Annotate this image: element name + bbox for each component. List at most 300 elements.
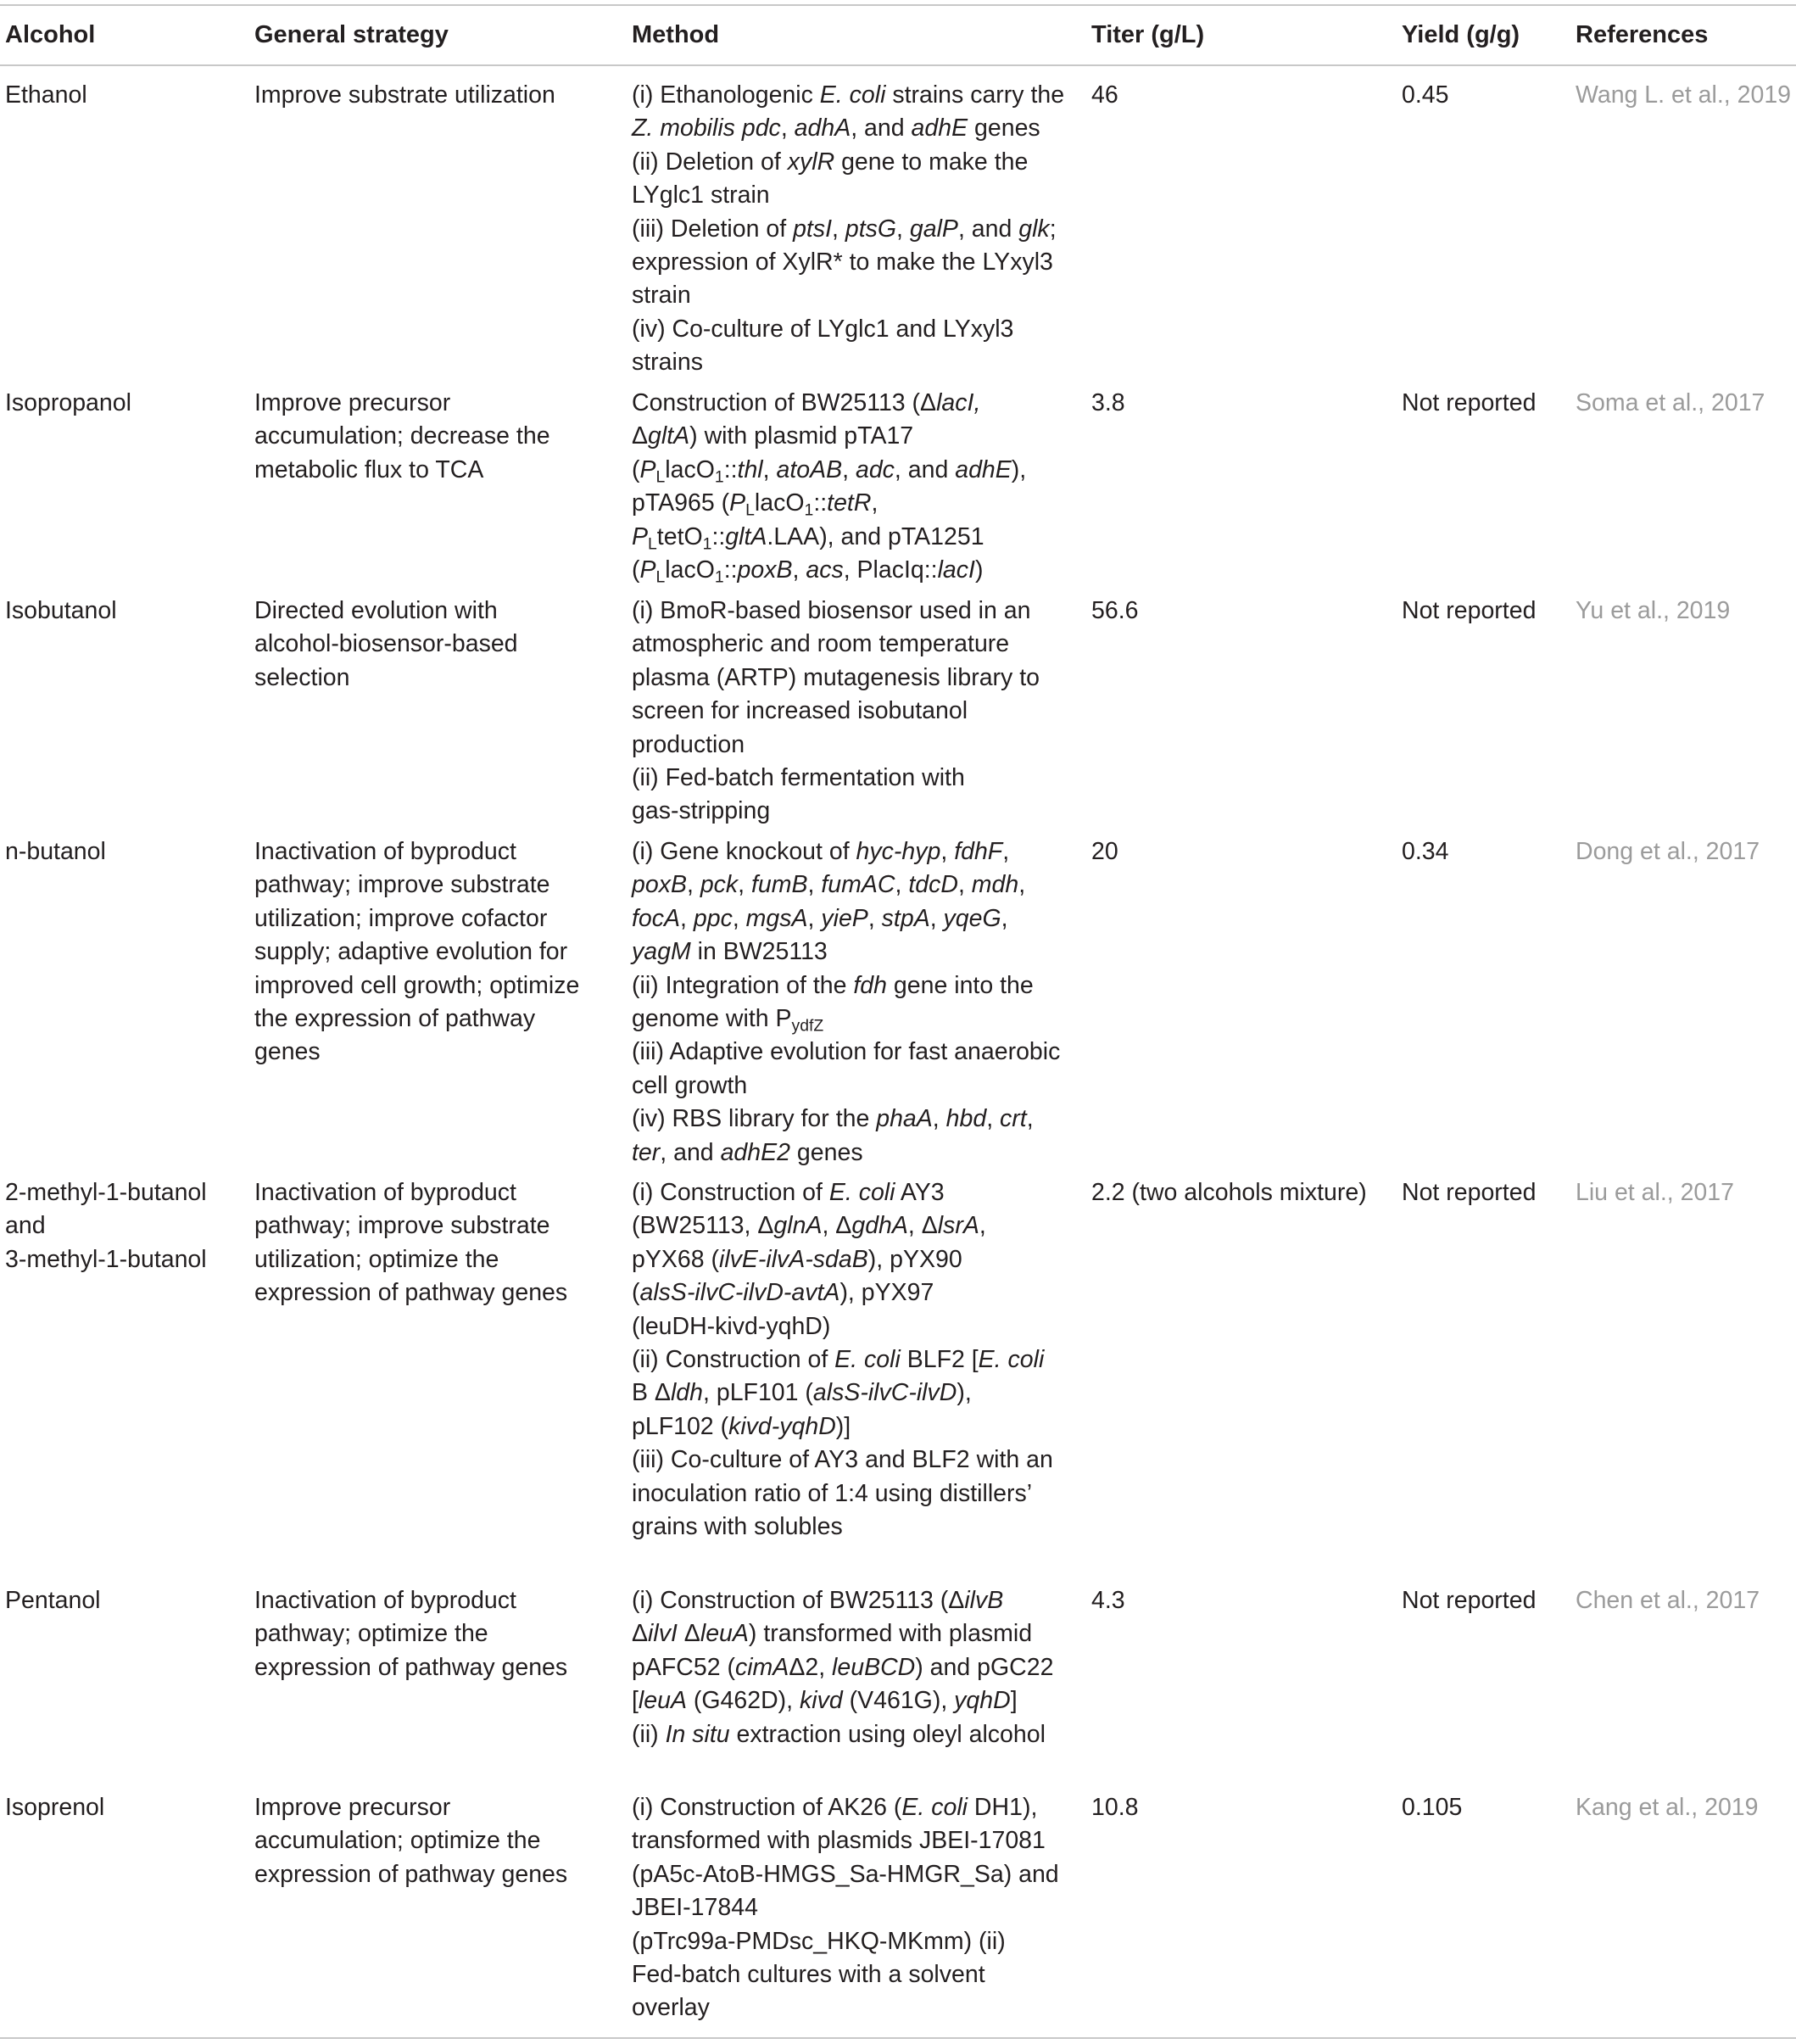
method-text: ), xyxy=(1011,455,1027,483)
method-text: , xyxy=(832,215,845,243)
bottom-rule xyxy=(0,2037,1796,2039)
italic-term: In situ xyxy=(665,1720,730,1748)
italic-term: alsS-ilvC-ilvD xyxy=(812,1379,957,1407)
method-cell xyxy=(632,1584,1053,1751)
method-line xyxy=(632,1824,1059,1857)
strategy-line: Inactivation of byproduct xyxy=(254,1179,516,1206)
italic-term: Z. mobilis pdc xyxy=(632,114,781,142)
method-text: , xyxy=(871,489,878,517)
method-text: B Δ xyxy=(632,1379,671,1407)
method-text: )] xyxy=(835,1412,851,1440)
alcohol-cell xyxy=(5,79,87,112)
method-line xyxy=(632,1718,1053,1751)
strategy-line: Inactivation of byproduct xyxy=(254,1587,516,1614)
method-text: strain xyxy=(632,282,691,310)
italic-term: tetR xyxy=(827,489,872,517)
method-line xyxy=(632,1958,1059,1991)
method-text: , xyxy=(686,871,700,899)
alcohol-cell xyxy=(5,595,117,628)
reference-cell: Liu et al., 2017 xyxy=(1576,1179,1734,1206)
reference-cell: Dong et al., 2017 xyxy=(1576,838,1760,865)
reference-cell: Wang L. et al., 2019 xyxy=(1576,81,1792,109)
method-line xyxy=(632,1310,1053,1343)
method-line xyxy=(632,969,1060,1002)
method-text: Δ xyxy=(632,422,649,450)
method-cell xyxy=(632,387,1026,587)
method-text: overlay xyxy=(632,1994,710,2022)
method-text: (ii) Fed-batch fermentation with xyxy=(632,764,965,792)
method-text: pAFC52 ( xyxy=(632,1653,735,1681)
italic-term: ppc xyxy=(693,904,733,932)
method-text: lacO xyxy=(665,556,715,584)
method-text: Δ xyxy=(632,1620,649,1648)
italic-term: adhA xyxy=(794,114,851,142)
italic-term: E. coli xyxy=(819,81,886,109)
method-text: , xyxy=(979,1212,986,1240)
alcohol-line: 2-methyl-1-butanol xyxy=(5,1179,207,1206)
strategy-line: utilization; optimize the xyxy=(254,1245,499,1273)
method-line xyxy=(632,1511,1053,1544)
method-text: (leuDH-kivd-yqhD) xyxy=(632,1312,831,1340)
method-text: ), xyxy=(957,1379,972,1407)
method-text: ( xyxy=(632,455,640,483)
method-text: in BW25113 xyxy=(690,938,828,966)
method-text: grains with solubles xyxy=(632,1513,843,1541)
method-text: ), pYX90 xyxy=(867,1245,962,1273)
method-line xyxy=(632,628,1040,661)
method-text: (i) Gene knockout of xyxy=(632,838,856,865)
method-text: pYX68 ( xyxy=(632,1245,719,1273)
method-text: gene to make the xyxy=(834,148,1029,176)
method-text: pLF102 ( xyxy=(632,1412,729,1440)
italic-term: adhE xyxy=(955,455,1012,483)
strategy-cell xyxy=(254,387,550,487)
alcohol-line: Isoprenol xyxy=(5,1794,105,1821)
subscript-text: 1 xyxy=(714,567,724,587)
method-text: genes xyxy=(968,114,1040,142)
method-text: , xyxy=(780,114,795,142)
method-line xyxy=(632,835,1060,868)
strategy-line: selection xyxy=(254,663,350,691)
method-line xyxy=(632,1243,1053,1276)
method-text: (ii) Integration of the xyxy=(632,971,854,999)
method-text: , xyxy=(929,904,944,932)
method-line xyxy=(632,1377,1053,1410)
italic-term: yagM xyxy=(632,938,691,966)
titer-cell: 4.3 xyxy=(1091,1587,1125,1614)
method-text: ( xyxy=(632,1279,640,1307)
method-text: LYglc1 strain xyxy=(632,182,770,209)
method-line xyxy=(632,1651,1053,1684)
italic-term: xylR xyxy=(787,148,835,176)
italic-term: crt xyxy=(1000,1105,1027,1133)
reference-cell: Yu et al., 2019 xyxy=(1576,597,1731,624)
method-text: (i) Construction of BW25113 (Δ xyxy=(632,1587,965,1614)
method-line xyxy=(632,1103,1060,1136)
strategy-line: Improve precursor xyxy=(254,1794,451,1821)
strategy-line: Improve substrate utilization xyxy=(254,81,555,109)
method-text: :: xyxy=(711,522,726,550)
method-text: Δ2, xyxy=(789,1653,833,1681)
strategy-line: the expression of pathway xyxy=(254,1005,536,1033)
method-text: , Δ xyxy=(907,1212,938,1240)
method-line xyxy=(632,521,1026,554)
method-text: , Δ xyxy=(822,1212,852,1240)
strategy-cell xyxy=(254,79,555,112)
yield-cell: 0.34 xyxy=(1402,838,1449,865)
method-text: , xyxy=(1001,904,1008,932)
italic-term: P xyxy=(632,522,649,550)
method-text: transformed with plasmids JBEI-17081 xyxy=(632,1827,1046,1855)
method-line xyxy=(632,79,1064,112)
method-text: pTA965 ( xyxy=(632,489,730,517)
strategy-line: Inactivation of byproduct xyxy=(254,838,516,865)
italic-term: alsS-ilvC-ilvD-avtA xyxy=(639,1279,840,1307)
method-text: , xyxy=(940,838,955,865)
method-text: , xyxy=(680,904,694,932)
alcohol-cell xyxy=(5,1791,104,1824)
method-text: (BW25113, Δ xyxy=(632,1212,774,1240)
method-text: (iv) RBS library for the xyxy=(632,1105,877,1133)
method-text: (V461G), xyxy=(842,1687,955,1715)
method-text: plasma (ARTP) mutagenesis library to xyxy=(632,663,1040,691)
alcohol-line: Pentanol xyxy=(5,1587,101,1614)
yield-cell: Not reported xyxy=(1402,1179,1537,1206)
italic-term: hyc-hyp xyxy=(856,838,941,865)
italic-term: poxB xyxy=(632,871,687,899)
italic-term: P xyxy=(639,455,656,483)
yield-cell: Not reported xyxy=(1402,597,1537,624)
method-line xyxy=(632,1276,1053,1310)
strategy-cell xyxy=(254,595,518,695)
method-text: DH1), xyxy=(968,1794,1038,1821)
titer-cell: 3.8 xyxy=(1091,389,1125,416)
italic-term: kivd-yqhD xyxy=(728,1412,836,1440)
method-line xyxy=(632,1136,1060,1170)
method-text: ; xyxy=(1049,215,1057,243)
method-text: .LAA), and pTA1251 xyxy=(767,522,984,550)
alcohol-cell xyxy=(5,387,131,420)
method-text: BLF2 [ xyxy=(900,1346,979,1374)
method-line xyxy=(632,1410,1053,1444)
method-line xyxy=(632,1002,1060,1036)
italic-term: kivd xyxy=(800,1687,843,1715)
method-text: , PlacIq:: xyxy=(843,556,938,584)
method-line xyxy=(632,313,1064,346)
alcohol-line: n-butanol xyxy=(5,838,106,865)
strategy-cell xyxy=(254,1176,567,1310)
method-line xyxy=(632,695,1040,728)
strategy-line: Directed evolution with xyxy=(254,597,498,624)
method-text: , xyxy=(807,904,822,932)
strategy-line: supply; adaptive evolution for xyxy=(254,938,568,966)
method-text: lacO xyxy=(754,489,805,517)
method-text: (iv) Co-culture of LYglc1 and LYxyl3 xyxy=(632,315,1014,343)
italic-term: hbd xyxy=(945,1105,987,1133)
header-titer: Titer (g/L) xyxy=(1091,21,1205,48)
method-text: , xyxy=(895,871,909,899)
titer-cell: 20 xyxy=(1091,838,1118,865)
strategy-line: alcohol-biosensor-based xyxy=(254,630,518,658)
yield-cell: Not reported xyxy=(1402,1587,1537,1614)
italic-term: yieP xyxy=(821,904,868,932)
italic-term: adhE2 xyxy=(720,1138,790,1166)
subscript-text: 1 xyxy=(702,534,712,554)
method-line xyxy=(632,662,1040,695)
method-text: gene into the xyxy=(887,971,1034,999)
alcohol-line: and xyxy=(5,1212,46,1240)
method-text: , xyxy=(738,871,752,899)
method-text: ( xyxy=(632,556,640,584)
italic-term: fdhF xyxy=(954,838,1003,865)
method-text: strains xyxy=(632,349,703,377)
method-line xyxy=(632,1069,1060,1103)
method-line xyxy=(632,1991,1059,2024)
method-text: genome with P xyxy=(632,1005,792,1033)
strategy-line: accumulation; decrease the xyxy=(254,422,550,450)
method-line xyxy=(632,1444,1053,1477)
method-line xyxy=(632,179,1064,212)
yield-cell: Not reported xyxy=(1402,389,1537,416)
method-text: inoculation ratio of 1:4 using distillers’ xyxy=(632,1479,1033,1507)
italic-term: pck xyxy=(700,871,739,899)
italic-term: lacI xyxy=(937,556,975,584)
method-line xyxy=(632,554,1026,587)
method-line xyxy=(632,1858,1059,1891)
method-text: , xyxy=(932,1105,946,1133)
italic-term: P xyxy=(729,489,746,517)
method-text: , xyxy=(986,1105,1001,1133)
italic-term: gdhA xyxy=(851,1212,908,1240)
italic-term: ptsI xyxy=(793,215,833,243)
italic-term: adc xyxy=(855,455,895,483)
method-line xyxy=(632,1343,1053,1377)
method-text: strains carry the xyxy=(885,81,1065,109)
subscript-text: L xyxy=(648,534,657,554)
method-line xyxy=(632,420,1026,453)
method-text: , pLF101 ( xyxy=(703,1379,813,1407)
reference-cell: Kang et al., 2019 xyxy=(1576,1794,1759,1821)
subscript-text: L xyxy=(745,500,755,520)
method-line xyxy=(632,1176,1053,1209)
yield-cell: 0.45 xyxy=(1402,81,1449,109)
alcohol-line: 3-methyl-1-butanol xyxy=(5,1245,207,1273)
method-text: JBEI-17844 xyxy=(632,1894,758,1922)
italic-term: phaA xyxy=(876,1105,933,1133)
alcohol-line: Isobutanol xyxy=(5,597,117,624)
method-text: genes xyxy=(790,1138,863,1166)
method-text: (i) Construction of AK26 ( xyxy=(632,1794,902,1821)
italic-term: fumAC xyxy=(821,871,895,899)
method-text: gas-stripping xyxy=(632,797,771,825)
method-line xyxy=(632,935,1060,969)
yield-cell: 0.105 xyxy=(1402,1794,1463,1821)
strategy-line: genes xyxy=(254,1038,321,1066)
strategy-line: pathway; improve substrate xyxy=(254,871,550,899)
method-text: Fed-batch cultures with a solvent xyxy=(632,1961,985,1989)
titer-cell: 10.8 xyxy=(1091,1794,1139,1821)
method-cell xyxy=(632,1176,1053,1544)
method-text: , and xyxy=(660,1138,721,1166)
header-rule xyxy=(0,64,1796,66)
method-text: tetO xyxy=(656,522,703,550)
italic-term: ilvB xyxy=(964,1587,1004,1614)
italic-term: ilvE-ilvA-sdaB xyxy=(718,1245,868,1273)
method-text: (ii) Construction of xyxy=(632,1346,835,1374)
method-cell xyxy=(632,1791,1059,2025)
method-line xyxy=(632,1036,1060,1069)
method-text: , xyxy=(762,455,777,483)
method-text: (iii) Deletion of xyxy=(632,215,794,243)
italic-term: leuBCD xyxy=(832,1653,916,1681)
italic-term: gltA xyxy=(648,422,690,450)
method-text: , and xyxy=(894,455,956,483)
italic-term: acs xyxy=(806,556,844,584)
method-text: lacO xyxy=(665,455,715,483)
strategy-line: Improve precursor xyxy=(254,389,451,416)
method-text: ) with plasmid pTA17 xyxy=(689,422,914,450)
method-text: , xyxy=(957,871,972,899)
italic-term: P xyxy=(639,556,656,584)
subscript-text: L xyxy=(655,567,666,587)
method-text: , xyxy=(1018,871,1026,899)
method-text: , xyxy=(1026,1105,1034,1133)
method-text: screen for increased isobutanol xyxy=(632,697,968,725)
method-line xyxy=(632,902,1060,935)
method-text: (i) Ethanologenic xyxy=(632,81,820,109)
method-line xyxy=(632,729,1040,762)
italic-term: fumB xyxy=(751,871,808,899)
method-line xyxy=(632,346,1064,379)
method-text: , xyxy=(1002,838,1010,865)
method-line xyxy=(632,1684,1053,1717)
alcohol-cell xyxy=(5,835,106,868)
subscript-text: 1 xyxy=(714,467,724,487)
method-text: (pTrc99a-PMDsc_HKQ-MKmm) (ii) xyxy=(632,1927,1006,1955)
italic-term: E. coli xyxy=(828,1179,895,1206)
italic-term: fdh xyxy=(853,971,888,999)
method-line xyxy=(632,146,1064,179)
method-text: :: xyxy=(723,556,738,584)
strategy-line: utilization; improve cofactor xyxy=(254,904,548,932)
italic-term: leuA xyxy=(638,1687,687,1715)
method-text: AY3 xyxy=(895,1179,945,1206)
strategy-line: expression of pathway genes xyxy=(254,1860,568,1888)
method-line xyxy=(632,1925,1059,1958)
method-text: ), pYX97 xyxy=(839,1279,934,1307)
italic-term: mdh xyxy=(971,871,1019,899)
method-text: , and xyxy=(851,114,912,142)
method-line xyxy=(632,112,1064,145)
italic-term: thl xyxy=(737,455,763,483)
italic-term: atoAB xyxy=(776,455,843,483)
method-text: , xyxy=(792,556,806,584)
italic-term: E. coli xyxy=(901,1794,968,1821)
method-line xyxy=(632,1477,1053,1511)
method-line xyxy=(632,795,1040,828)
method-text: (ii) Deletion of xyxy=(632,148,788,176)
method-line xyxy=(632,1209,1053,1243)
method-text: Construction of BW25113 (Δ xyxy=(632,389,937,416)
method-line xyxy=(632,213,1064,246)
italic-term: glk xyxy=(1018,215,1050,243)
method-text: :: xyxy=(813,489,828,517)
method-text: (iii) Co-culture of AY3 and BLF2 with an xyxy=(632,1446,1053,1474)
italic-term: ilvI xyxy=(648,1620,678,1648)
method-text: , and xyxy=(957,215,1019,243)
strategy-line: metabolic flux to TCA xyxy=(254,455,484,483)
method-text: , xyxy=(807,871,822,899)
header-strategy: General strategy xyxy=(254,21,449,48)
titer-cell: 2.2 (two alcohols mixture) xyxy=(1091,1179,1367,1206)
alcohol-line: Ethanol xyxy=(5,81,87,109)
italic-term: yqeG xyxy=(943,904,1001,932)
subscript-text: ydfZ xyxy=(791,1016,824,1036)
strategy-line: expression of pathway genes xyxy=(254,1279,568,1307)
method-text: ) and pGC22 xyxy=(915,1653,1054,1681)
method-cell xyxy=(632,79,1064,380)
strategy-line: pathway; improve substrate xyxy=(254,1212,550,1240)
reference-cell: Chen et al., 2017 xyxy=(1576,1587,1760,1614)
strategy-line: improved cell growth; optimize xyxy=(254,971,580,999)
italic-term: cimA xyxy=(734,1653,789,1681)
method-text: , xyxy=(842,455,856,483)
method-text: (G462D), xyxy=(686,1687,800,1715)
italic-term: focA xyxy=(632,904,681,932)
method-text: ) xyxy=(974,556,984,584)
method-text: (i) BmoR-based biosensor used in an xyxy=(632,597,1031,624)
strategy-cell xyxy=(254,835,579,1069)
strategy-cell xyxy=(254,1791,567,1891)
italic-term: adhE xyxy=(911,114,968,142)
method-line xyxy=(632,1584,1053,1617)
method-text: extraction using oleyl alcohol xyxy=(729,1720,1046,1748)
method-text: , xyxy=(867,904,882,932)
method-text: Δ xyxy=(677,1620,700,1648)
header-yield: Yield (g/g) xyxy=(1402,21,1520,48)
method-text: [ xyxy=(632,1687,639,1715)
strategy-cell xyxy=(254,1584,567,1684)
method-line xyxy=(632,1617,1053,1650)
alcohol-cell xyxy=(5,1584,101,1617)
method-text: , xyxy=(732,904,746,932)
titer-cell: 56.6 xyxy=(1091,597,1139,624)
italic-term: glnA xyxy=(773,1212,823,1240)
method-line xyxy=(632,1791,1059,1824)
method-line xyxy=(632,487,1026,520)
titer-cell: 46 xyxy=(1091,81,1118,109)
method-line xyxy=(632,868,1060,902)
method-cell xyxy=(632,835,1060,1170)
italic-term: galP xyxy=(909,215,958,243)
reference-cell: Soma et al., 2017 xyxy=(1576,389,1765,416)
italic-term: gltA xyxy=(725,522,767,550)
strategy-line: accumulation; optimize the xyxy=(254,1827,541,1855)
header-alcohol: Alcohol xyxy=(5,21,96,48)
method-text: (iii) Adaptive evolution for fast anaerobic xyxy=(632,1038,1061,1066)
strategy-line: pathway; optimize the xyxy=(254,1620,488,1648)
subscript-text: L xyxy=(655,467,666,487)
method-text: , xyxy=(896,215,910,243)
italic-term: tdcD xyxy=(908,871,958,899)
italic-term: E. coli xyxy=(834,1346,901,1374)
method-text: (pA5c-AtoB-HMGS_Sa-HMGR_Sa) and xyxy=(632,1860,1059,1888)
italic-term: lsrA xyxy=(937,1212,979,1240)
method-text: ] xyxy=(1010,1687,1018,1715)
method-line xyxy=(632,454,1026,487)
italic-term: E. coli xyxy=(978,1346,1045,1374)
method-line xyxy=(632,387,1026,420)
